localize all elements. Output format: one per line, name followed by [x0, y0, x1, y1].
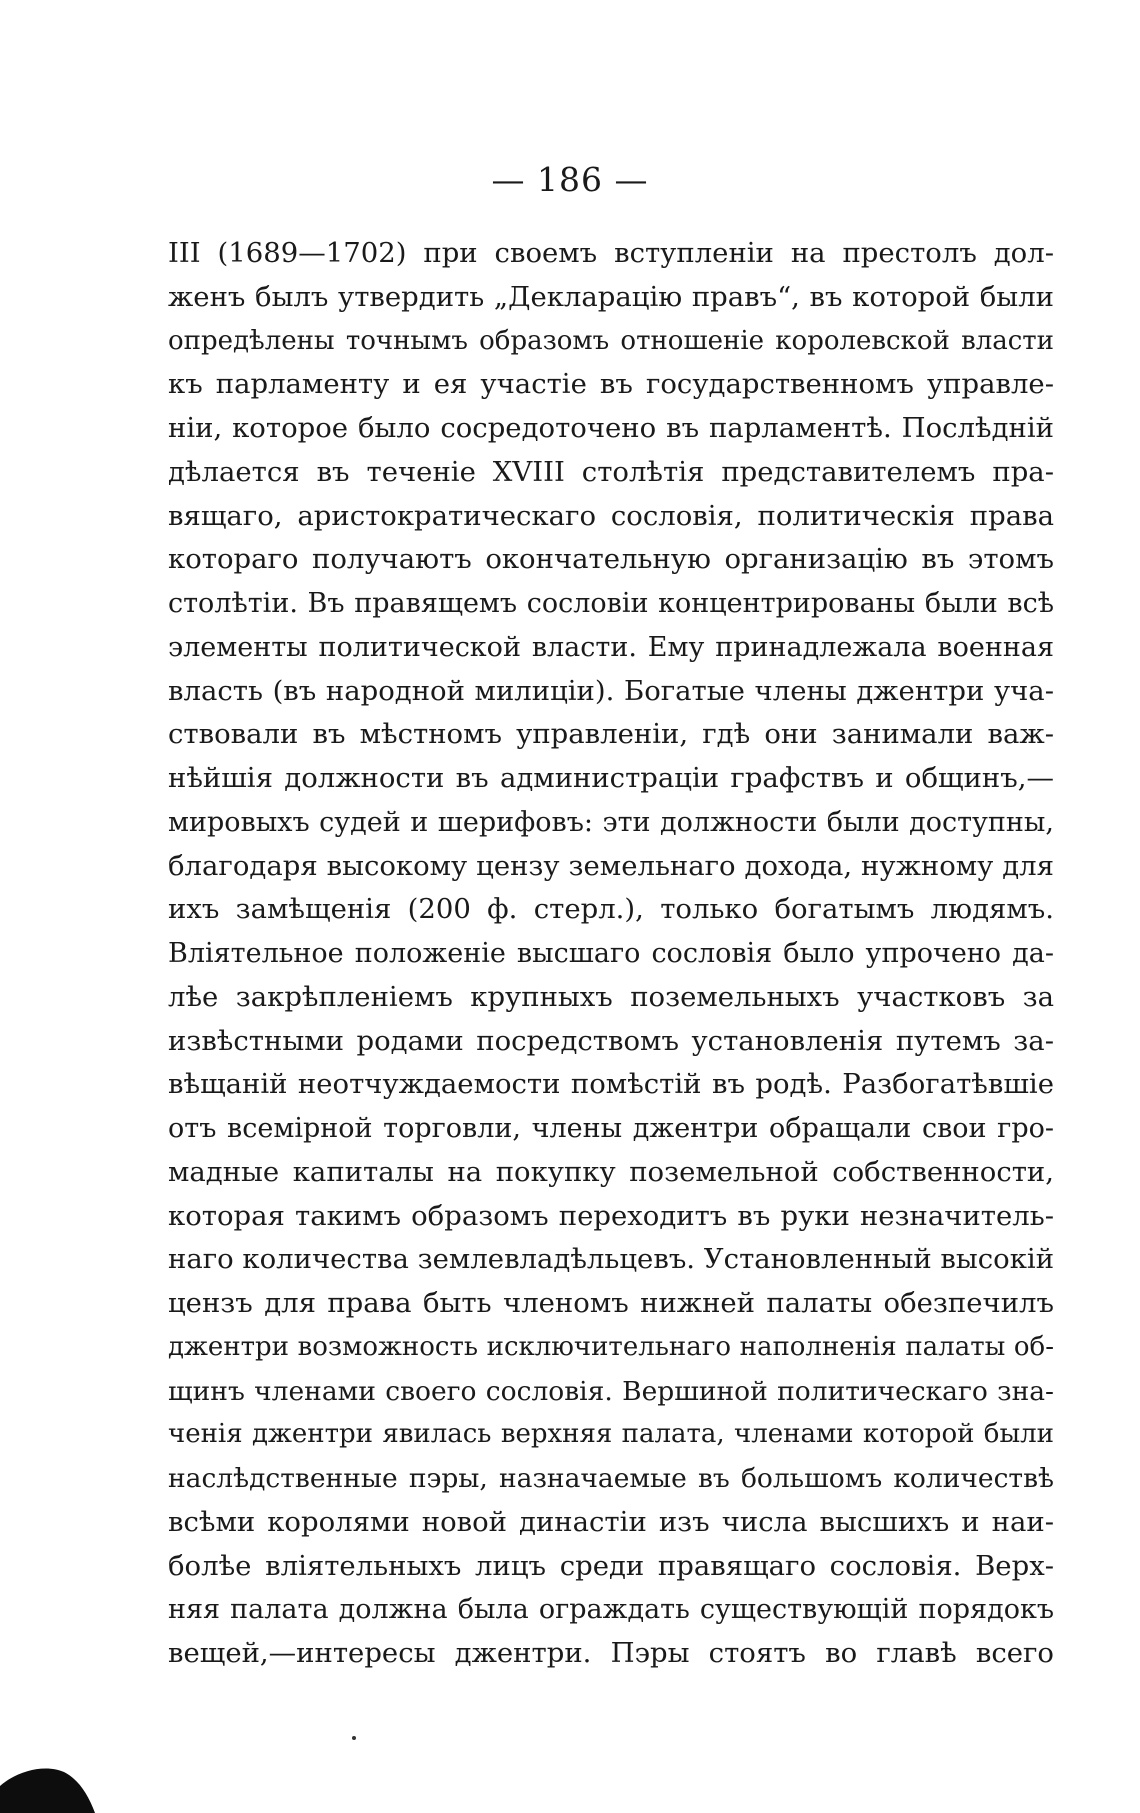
text-line: вящаго, аристократическаго сословія, политическія права	[168, 499, 1054, 532]
text-line: власть (въ народной милиціи). Богатые члены джентри уча-	[168, 674, 1054, 707]
text-line: вещей,—интересы джентри. Пэры стоятъ во главѣ всего	[168, 1637, 1054, 1669]
text-line: котораго получаютъ окончательную организацію въ этомъ	[168, 543, 1054, 576]
text-line: болѣе вліятельныхъ лицъ среди правящаго сословія. Верх-	[168, 1549, 1054, 1582]
text-line: III (1689—1702) при своемъ вступленіи на престолъ дол-	[168, 237, 1054, 269]
text-line: Вліятельное положеніе высшаго сословія было упрочено да-	[168, 938, 1054, 969]
ink-blot-decoration	[0, 1762, 95, 1813]
text-line: мировыхъ судей и шерифовъ: эти должности были доступны,	[168, 806, 1054, 838]
text-line: нѣйшія должности въ администраціи графствъ и общинъ,—	[168, 762, 1054, 794]
text-line: мадные капиталы на покупку поземельной собственности,	[168, 1155, 1054, 1188]
text-line: столѣтіи. Въ правящемъ сословіи концентрированы были всѣ	[168, 588, 1054, 619]
text-line: ствовали въ мѣстномъ управленіи, гдѣ они занимали важ-	[168, 718, 1054, 751]
text-line: къ парламенту и ея участіе въ государственномъ управле-	[168, 368, 1054, 401]
page-number: — 186 —	[491, 160, 649, 199]
text-line: джентри возможность исключительнаго наполненія палаты об-	[168, 1331, 1054, 1362]
text-line: наслѣдственные пэры, назначаемые въ большомъ количествѣ	[168, 1463, 1054, 1494]
text-line: лѣе закрѣпленіемъ крупныхъ поземельныхъ участковъ за	[168, 980, 1054, 1013]
text-line: женъ былъ утвердить „Декларацію правъ“, въ которой были	[168, 280, 1054, 313]
text-line: благодаря высокому цензу земельнаго дохода, нужному для	[168, 849, 1054, 882]
text-line: извѣстными родами посредствомъ установленія путемъ за-	[168, 1024, 1054, 1057]
text-line: опредѣлены точнымъ образомъ отношеніе королевской власти	[168, 325, 1054, 356]
ink-speck	[352, 1736, 356, 1740]
text-line: цензъ для права быть членомъ нижней палаты обезпечилъ	[168, 1287, 1054, 1319]
text-line: ніи, которое было сосредоточено въ парламентѣ. Послѣдній	[168, 412, 1054, 444]
text-line: дѣлается въ теченіе XVIII столѣтія представителемъ пра-	[168, 455, 1054, 488]
text-line: которая такимъ образомъ переходитъ въ руки незначитель-	[168, 1199, 1054, 1232]
text-line: вѣщаній неотчуждаемости помѣстій въ родѣ. Разбогатѣвшіе	[168, 1068, 1054, 1101]
text-line: ченія джентри явилась верхняя палата, членами которой были	[168, 1419, 1054, 1450]
text-line: элементы политической власти. Ему принадлежала военная	[168, 631, 1054, 663]
text-line: отъ всемірной торговли, члены джентри обращали свои гро-	[168, 1113, 1054, 1144]
text-line: наго количества землевладѣльцевъ. Установленный высокій	[168, 1243, 1055, 1276]
text-line: щинъ членами своего сословія. Вершиной политическаго зна-	[168, 1375, 1054, 1407]
body-text	[168, 232, 1054, 1676]
text-line: всѣми королями новой династіи изъ числа высшихъ и наи-	[168, 1505, 1054, 1538]
text-line: ихъ замѣщенія (200 ф. стерл.), только богатымъ людямъ.	[168, 893, 1054, 926]
text-line: няя палата должна была ограждать существующій порядокъ	[168, 1594, 1054, 1626]
